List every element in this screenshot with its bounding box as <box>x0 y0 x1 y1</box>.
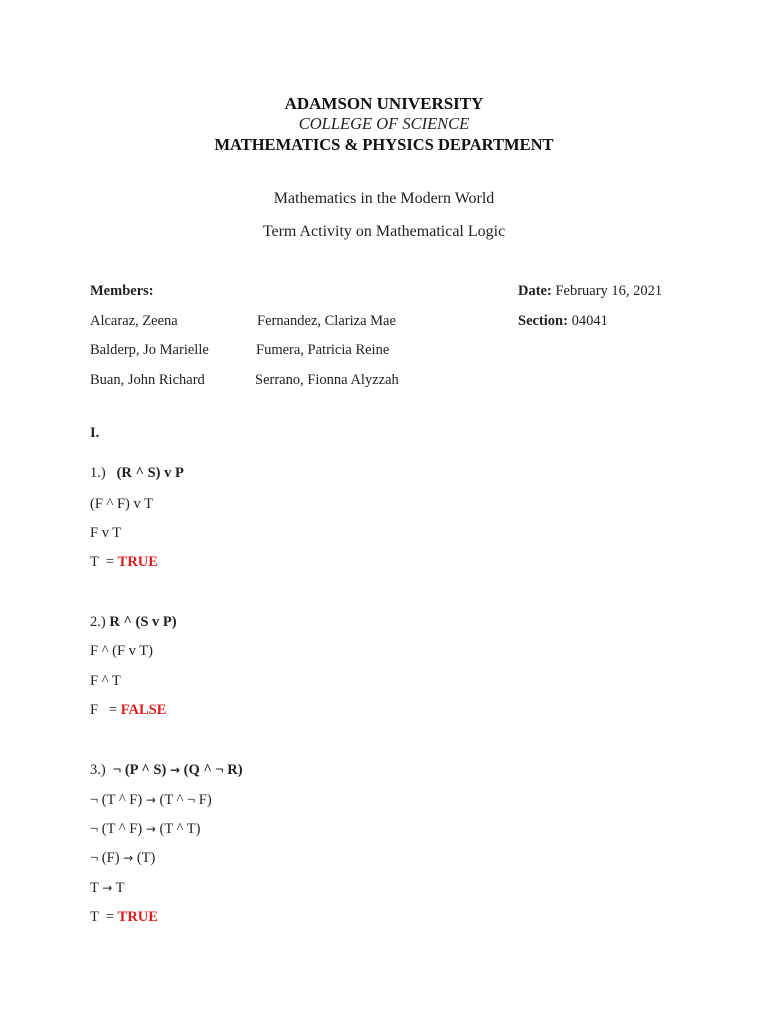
solution-step: F ^ (F v T) <box>90 643 153 659</box>
college-name: COLLEGE OF SCIENCE <box>298 114 470 133</box>
step-left: ¬ (T ^ F) <box>90 821 143 837</box>
final-prefix: T = <box>90 909 115 925</box>
members-label: Members: <box>90 283 154 299</box>
problem-number: 3.) <box>90 762 106 778</box>
step-right: T <box>115 880 125 896</box>
part-label: I. <box>90 425 100 441</box>
problem-expression: R ^ (S v P) <box>109 614 177 630</box>
section-label: Section: <box>518 313 568 329</box>
problem-2-heading <box>90 615 177 630</box>
member-name: Balderp, Jo Marielle <box>90 342 209 358</box>
problem-number: 1.) <box>90 465 106 481</box>
result-true: TRUE <box>117 554 158 570</box>
problem-expression: (R ^ S) v P <box>116 465 184 481</box>
solution-step <box>90 881 125 896</box>
date-value: February 16, 2021 <box>555 283 663 299</box>
problem-1-heading <box>90 466 184 481</box>
date-label: Date: <box>518 283 552 299</box>
final-answer <box>90 910 158 925</box>
solution-step <box>90 851 155 866</box>
department-name: MATHEMATICS & PHYSICS DEPARTMENT <box>214 135 554 154</box>
implies-arrow-icon: → <box>169 763 180 777</box>
member-name: Fernandez, Clariza Mae <box>257 313 396 329</box>
implies-arrow-icon: → <box>145 793 156 807</box>
solution-step <box>90 822 200 837</box>
university-title: ADAMSON UNIVERSITY <box>284 94 484 113</box>
implies-arrow-icon: → <box>145 822 156 836</box>
member-name: Serrano, Fionna Alyzzah <box>255 372 399 388</box>
solution-step: F v T <box>90 525 122 541</box>
final-prefix: F = <box>90 702 118 718</box>
step-right: (T) <box>136 850 156 866</box>
final-answer <box>90 703 166 718</box>
result-true: TRUE <box>117 909 158 925</box>
implies-arrow-icon: → <box>123 851 134 865</box>
step-right: (T ^ ¬ F) <box>159 792 212 808</box>
solution-step <box>90 793 212 808</box>
problem-3-heading <box>90 763 243 778</box>
course-title: Mathematics in the Modern World <box>273 190 495 207</box>
implies-arrow-icon: → <box>102 881 113 895</box>
final-answer <box>90 555 158 570</box>
member-name: Buan, John Richard <box>90 372 205 388</box>
member-name: Alcaraz, Zeena <box>90 313 178 329</box>
result-false: FALSE <box>120 702 167 718</box>
problem-number: 2.) <box>90 614 106 630</box>
step-left: ¬ (T ^ F) <box>90 792 143 808</box>
solution-step: (F ^ F) v T <box>90 496 153 512</box>
step-left: ¬ (F) <box>90 850 120 866</box>
step-right: (T ^ T) <box>159 821 201 837</box>
final-prefix: T = <box>90 554 115 570</box>
date-line <box>518 284 662 299</box>
problem-expression-left: ¬ (P ^ S) <box>112 762 167 778</box>
member-name: Fumera, Patricia Reine <box>256 342 390 358</box>
solution-step: F ^ T <box>90 673 121 689</box>
problem-expression-right: (Q ^ ¬ R) <box>183 762 243 778</box>
activity-title: Term Activity on Mathematical Logic <box>262 223 506 240</box>
section-value: 04041 <box>571 313 608 329</box>
section-line <box>518 314 608 329</box>
step-left: T <box>90 880 99 896</box>
